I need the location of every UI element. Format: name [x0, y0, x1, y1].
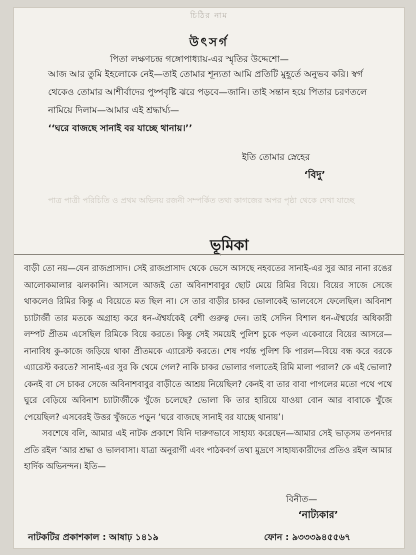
- phone-number: ফোন : ৯৩৩৩৯৪৫৫৬৭: [264, 533, 351, 543]
- preface-sign-name: ‘নাট্যকার’: [298, 510, 339, 521]
- dedication-quote: ‘‘ঘরে বাজছে সানাই বর যাচ্ছে থানায়।’’: [48, 124, 193, 134]
- dedication-sign-line: ইতি তোমার স্নেহের: [242, 153, 310, 163]
- publication-date: নাটকটির প্রকাশকাল : আষাঢ় ১৪১৯: [28, 533, 159, 543]
- preface-title: ভূমিকা: [210, 236, 249, 254]
- preface-paragraph: বাড়ী তো নয়—যেন রাজপ্রাসাদ। সেই রাজপ্রাসাদ থেকে ভেসে আসছে নহবতের সানাই-এর সুর আর নানা রঙের আলোকমালার ঝলকানি। আসলে আজই তো অবিনাশবাবুর ছোট মেয়ে রিমির বিয়ে। বিয়ের সাজে সেজে থাকলেও রিমির কিন্তু এ বিয়েতে মত ছিল না। সে তার বাড়ীর চাকর ভোলাকেই ভালবেসে ফেলেছিল। অবিনাশ চ্যাটার্জী তার মতকে অগ্রাহ্য করে ধন-ঐশ্বর্যকেই বেশী গুরুত্ব দেন। তাই সেদিন বিশাল ধন-ঐশ্বর্যের অধিকারী লম্পট প্রীতম এসেছিল রিমিকে বিয়ে করতে। কিন্তু সেই সময়েই পুলিশ চুকে পড়ল একেবারে বিয়ের আসরে—নানাবিধ কু-কাজে জড়িয়ে থাকা প্রীতমকে এ্যারেস্ট করতে। শেষ পর্যন্ত পুলিশ কি পারল—বিয়ে বন্ধ করে বরকে এ্যারেস্ট করতে? সানাই-এর সুর কি থেমে গেল? নাকি চাকর ভোলার গলাতেই রিমি মালা পরাল? কে এই ভোলা? কেনই বা সে চাকর সেজে অবিনাশবাবুর বাড়ীতে আশ্রয় নিয়েছিল? কেনই বা তার বাবা পাগলের মতো পথে পথে ঘুরে বেড়িয়ে অবিনাশ চ্যাটার্জীকে খুঁজে চলেছে? ভোলা কি তার হারিয়ে যাওয়া বোন আর বাবাকে খুঁজে পেয়েছিল? এসবেরই উত্তর খুঁজতে পড়ুন ‘ঘরে বাজছে সানাই বর যাচ্ছে থানায়’।: [24, 263, 392, 422]
- bleed-through-text: পাত্র পাত্রী পরিচিতি ও প্রথম অভিনয় রজনী সম্পর্কিত তথ্য কাগজের অপর পৃষ্ঠা থেকে দেখা যাচ্ছে: [48, 196, 355, 205]
- dedication-sign-name: ‘বিদু’: [304, 170, 326, 181]
- preface-body: [24, 260, 392, 475]
- dedication-paragraph: [48, 66, 384, 138]
- dedication-memory-line: পিতা লক্ষণচন্দ্র গঙ্গোপাধ্যায়-এর স্মৃতির উদ্দেশো—: [110, 55, 289, 65]
- dedication-title: উৎসর্গ: [189, 35, 229, 49]
- running-title: চিঠির নাম: [190, 11, 228, 20]
- book-page: [14, 8, 404, 548]
- divider: [14, 254, 404, 255]
- preface-paragraph: সবশেষে বলি, আমার এই নাটক প্রকাশে যিনি দারুণভাবে সাহায্য করেছেন—আমার সেই ভাতৃসম তপনদার প্রতি রইল ‘আর শ্রদ্ধা ও ভালবাসা। যাত্রা অনুরাগী এবং পাঠকবর্গ তথা মুদ্রণে সাহায্যকারীদের প্রতিও রইল আমার হার্দিক অভিনন্দন। ইতি—: [24, 428, 392, 471]
- dedication-text: আজ আর তুমি ইহলোকে নেই—তাই তোমার শূন্যতা আমি প্রতিটি মুহূর্তে অনুভব করি। স্বর্গ থেকেও তোমার আশীর্বাদের পুষ্পবৃষ্টি ঝরে পড়বে—জানি। তাই সন্তান হয়ে পিতার চরণতলে নামিয়ে দিলাম—আমার এই শ্রদ্ধার্ঘ্য—: [48, 70, 367, 116]
- preface-sign-line: বিনীত—: [286, 495, 318, 505]
